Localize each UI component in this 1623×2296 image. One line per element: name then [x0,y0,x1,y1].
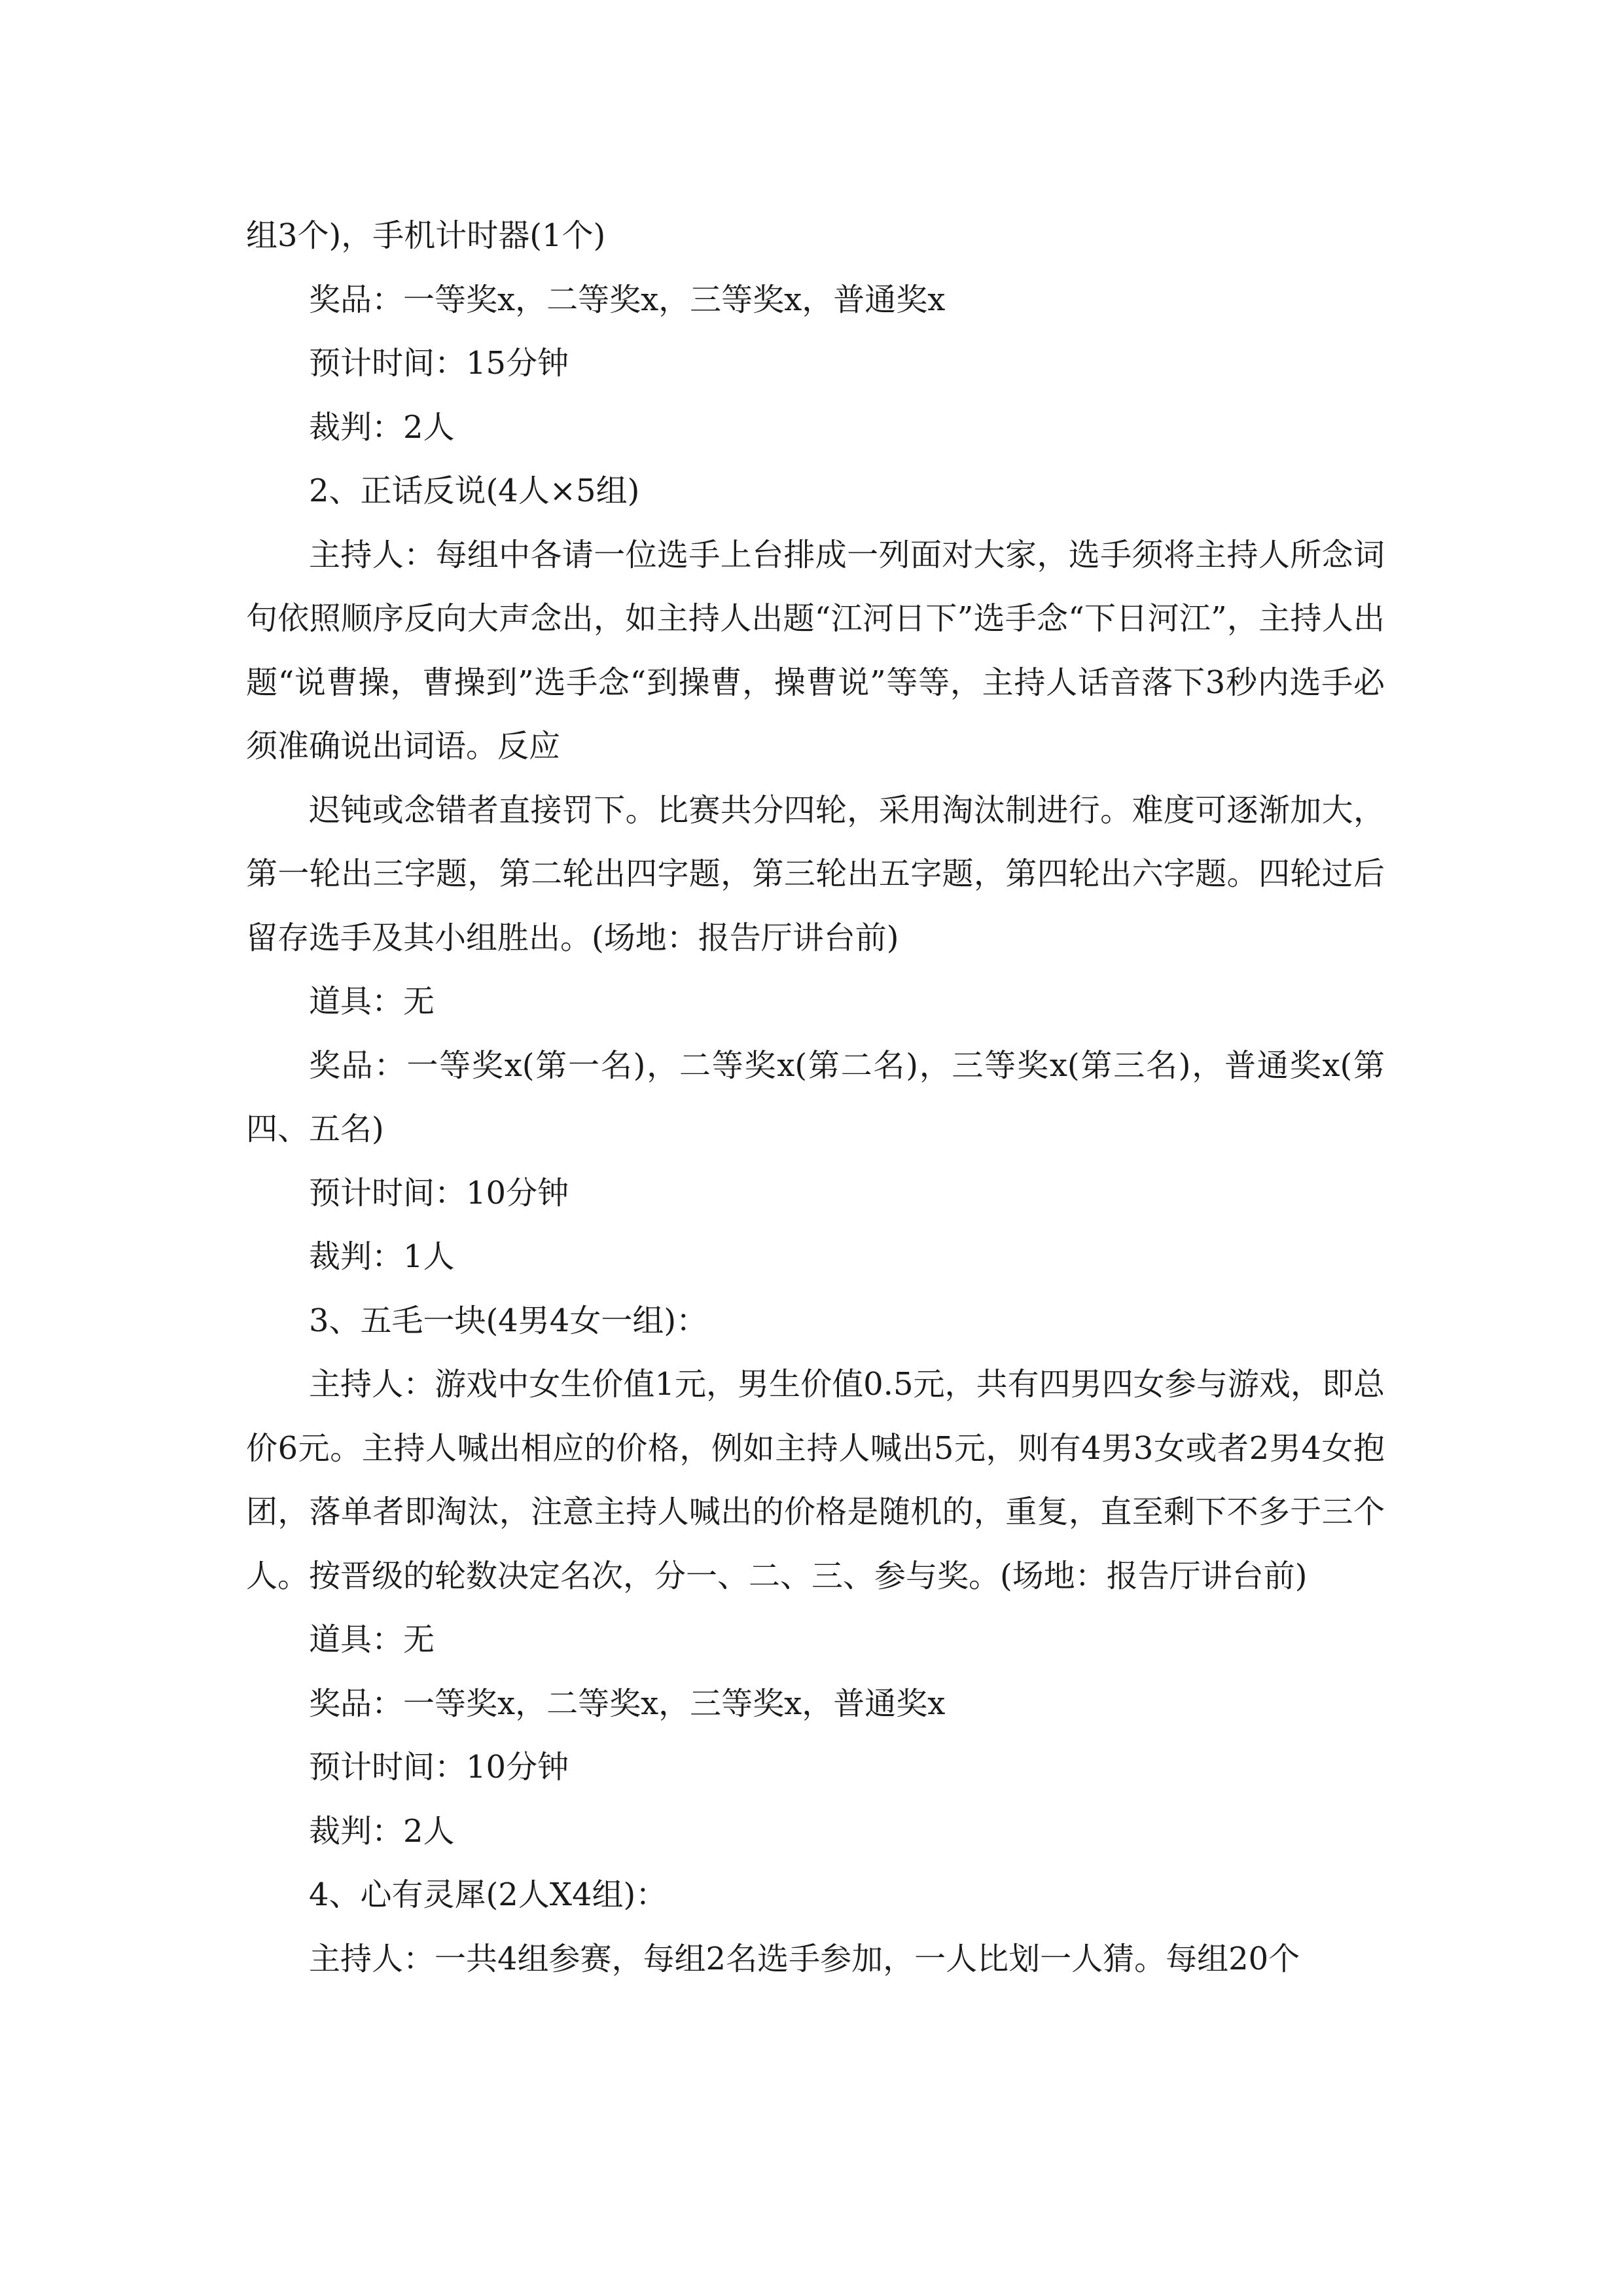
paragraph-8: 道具：无 [309,983,435,1020]
paragraph-6: 主持人：每组中各请一位选手上台排成一列面对大家，选手须将主持人所念词句依照顺序反向大声念出，如主持人出题“江河日下”选手念“下日河江”，主持人出题“说曹操，曹操到”选手念“到操曹，操曹说”等等，主持人话音落下3秒内选手必须准确说出词语。反应 [246,536,1385,764]
paragraph-1: 组3个)，手机计时器(1个) [246,217,606,254]
paragraph-9: 奖品：一等奖x(第一名)，二等奖x(第二名)，三等奖x(第三名)，普通奖x(第四、五名) [246,1047,1385,1147]
paragraph-3: 预计时间：15分钟 [309,345,569,382]
document-body [246,204,1385,1991]
paragraph-2: 奖品：一等奖x，二等奖x，三等奖x，普通奖x [309,281,946,318]
section-heading-4: 4、心有灵犀(2人X4组)： [309,1876,668,1913]
paragraph-13: 主持人：游戏中女生价值1元，男生价值0.5元，共有四男四女参与游戏，即总价6元。主持人喊出相应的价格，例如主持人喊出5元，则有4男3女或者2男4女抱团，落单者即淘汰，注意主持人喊出的价格是随机的，重复，直至剩下不多于三个人。按晋级的轮数决定名次，分一、二、三、参与奖。(场地：报告厅讲台前) [246,1366,1385,1594]
paragraph-15: 奖品：一等奖x，二等奖x，三等奖x，普通奖x [309,1685,946,1722]
section-heading-3: 3、五毛一块(4男4女一组)： [309,1302,708,1339]
paragraph-17: 裁判：2人 [309,1812,455,1850]
paragraph-10: 预计时间：10分钟 [309,1174,569,1211]
paragraph-14: 道具：无 [309,1621,435,1658]
paragraph-19: 主持人：一共4组参赛，每组2名选手参加，一人比划一人猜。每组20个 [309,1940,1300,1977]
paragraph-11: 裁判：1人 [309,1238,455,1275]
section-heading-2: 2、正话反说(4人×5组) [309,473,640,509]
paragraph-7: 迟钝或念错者直接罚下。比赛共分四轮，采用淘汰制进行。难度可逐渐加大，第一轮出三字题，第二轮出四字题，第三轮出五字题，第四轮出六字题。四轮过后留存选手及其小组胜出。(场地：报告厅讲台前) [246,791,1385,956]
paragraph-16: 预计时间：10分钟 [309,1749,569,1785]
paragraph-4: 裁判：2人 [309,408,455,446]
